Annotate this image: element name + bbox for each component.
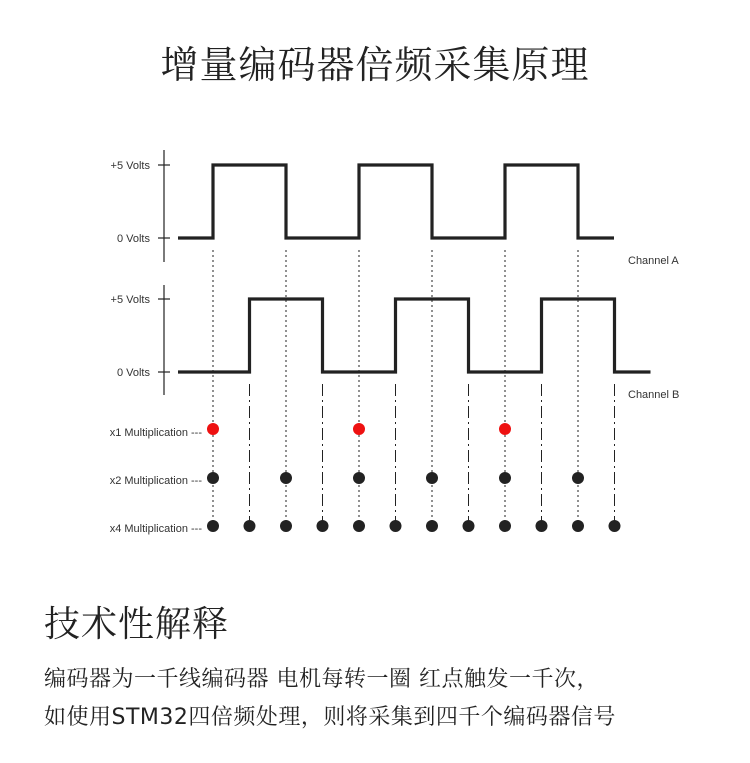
x4-multiplication-label: x4 Multiplication --- <box>109 523 202 535</box>
x1-trigger-dot <box>207 423 219 435</box>
x2-trigger-dot <box>353 472 365 484</box>
edge-guide-lines <box>213 250 615 522</box>
x2-trigger-dot <box>207 472 219 484</box>
x4-trigger-dot <box>317 520 329 532</box>
x4-trigger-dot <box>353 520 365 532</box>
x4-trigger-dot <box>609 520 621 532</box>
section-heading: 技术性解释 <box>44 604 230 645</box>
x2-trigger-dot <box>280 472 292 484</box>
channel-a-waveform <box>178 165 614 238</box>
x2-multiplication-label: x2 Multiplication --- <box>109 475 202 487</box>
channel-b-high-label: +5 Volts <box>110 294 150 306</box>
x4-trigger-dot <box>280 520 292 532</box>
x2-trigger-dot <box>572 472 584 484</box>
x4-trigger-dot <box>499 520 511 532</box>
x2-trigger-dot <box>499 472 511 484</box>
trigger-points <box>207 423 621 532</box>
x4-trigger-dot <box>463 520 475 532</box>
x4-trigger-dot <box>244 520 256 532</box>
x1-trigger-dot <box>499 423 511 435</box>
channel-b-low-label: 0 Volts <box>116 367 150 379</box>
x4-trigger-dot <box>207 520 219 532</box>
x4-trigger-dot <box>572 520 584 532</box>
channel-a-low-label: 0 Volts <box>116 233 150 245</box>
channel-b-waveform <box>178 299 651 372</box>
channel-b-label: Channel B <box>628 389 680 401</box>
channel-a-label: Channel A <box>628 255 679 267</box>
channel-a-high-label: +5 Volts <box>110 160 150 172</box>
x1-trigger-dot <box>353 423 365 435</box>
explanation-line-2: 如使用STM32四倍频处理，则将采集到四千个编码器信号 <box>44 705 616 730</box>
x1-multiplication-label: x1 Multiplication --- <box>109 427 202 439</box>
x4-trigger-dot <box>536 520 548 532</box>
page-title: 增量编码器倍频采集原理 <box>160 43 590 87</box>
explanation-line-1: 编码器为一千线编码器 电机每转一圈 红点触发一千次， <box>44 667 599 692</box>
x2-trigger-dot <box>426 472 438 484</box>
x4-trigger-dot <box>390 520 402 532</box>
x4-trigger-dot <box>426 520 438 532</box>
